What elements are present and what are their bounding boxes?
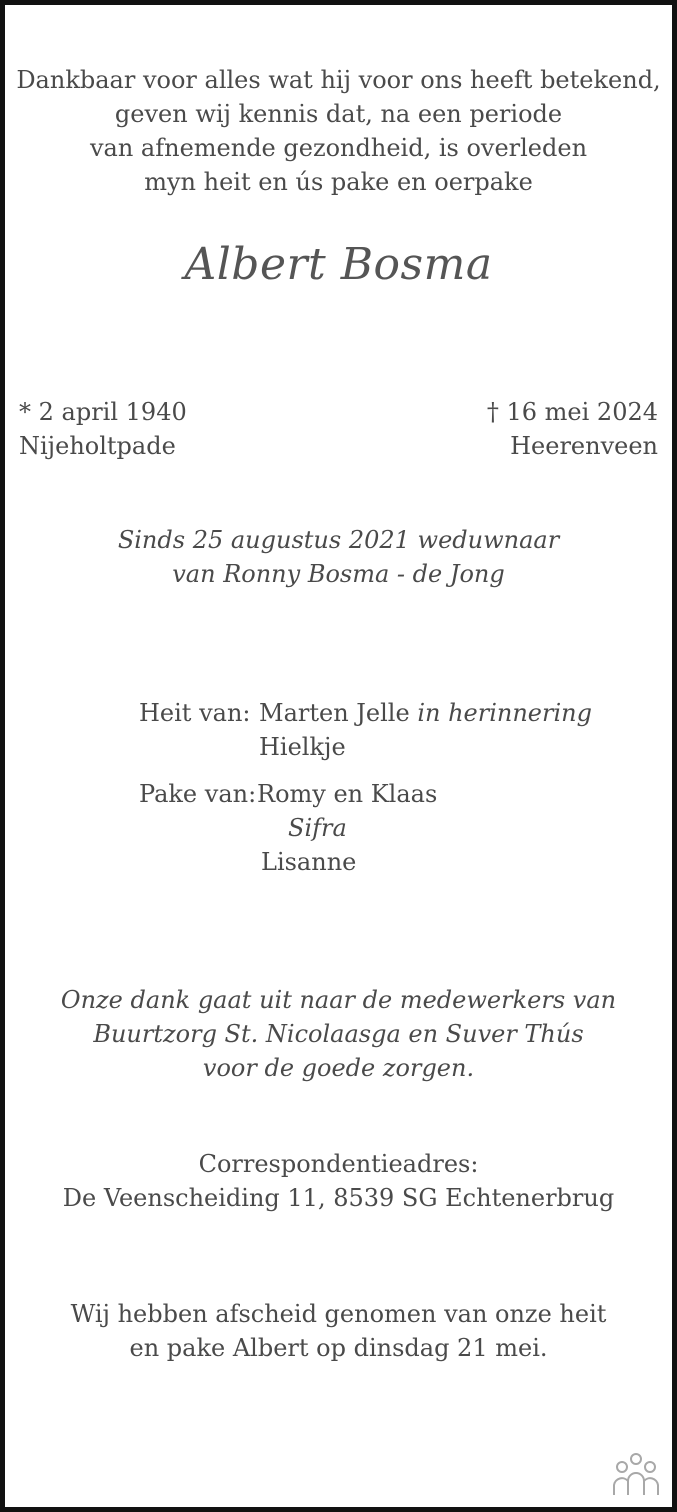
child-1-note: in herinnering (417, 699, 592, 727)
intro-line-4: myn heit en ús pake en oerpake (144, 168, 533, 196)
heit-label: Heit van: (139, 699, 251, 727)
birth-place: Nijeholtpade (19, 432, 176, 460)
widower-line-1: Sinds 25 augustus 2021 weduwnaar (117, 526, 560, 554)
grandchild-1: Romy en Klaas (257, 780, 438, 808)
child-1-name: Marten Jelle (259, 699, 410, 727)
death-place: Heerenveen (510, 432, 658, 460)
address-label: Correspondentieadres: (198, 1150, 479, 1178)
thanks-line-1: Onze dank gaat uit naar de medewerkers van (60, 986, 617, 1014)
farewell-line-1: Wij hebben afscheid genomen van onze heit (70, 1300, 607, 1328)
people-group-icon (610, 1451, 662, 1497)
child-2: Hielkje (259, 733, 346, 761)
grandchild-3: Lisanne (261, 848, 357, 876)
thanks-line-2: Buurtzorg St. Nicolaasga en Suver Thús (93, 1020, 584, 1048)
widower-line-2: van Ronny Bosma - de Jong (172, 560, 505, 588)
child-1 (259, 696, 592, 730)
thanks-line-3: voor de goede zorgen. (202, 1054, 475, 1082)
address-value: De Veenscheiding 11, 8539 SG Echtenerbrug (62, 1184, 615, 1212)
deceased-name: Albert Bosma (184, 239, 493, 290)
pake-label: Pake van: (139, 780, 257, 808)
birth-date: * 2 april 1940 (19, 398, 187, 426)
farewell-line-2: en pake Albert op dinsdag 21 mei. (129, 1334, 548, 1362)
intro-line-2: geven wij kennis dat, na een periode (114, 100, 563, 128)
grandchild-2: Sifra (288, 814, 347, 842)
death-date: † 16 mei 2024 (486, 398, 658, 426)
intro-line-3: van afnemende gezondheid, is overleden (89, 134, 588, 162)
intro-line-1: Dankbaar voor alles wat hij voor ons heeft betekend, (16, 66, 661, 94)
